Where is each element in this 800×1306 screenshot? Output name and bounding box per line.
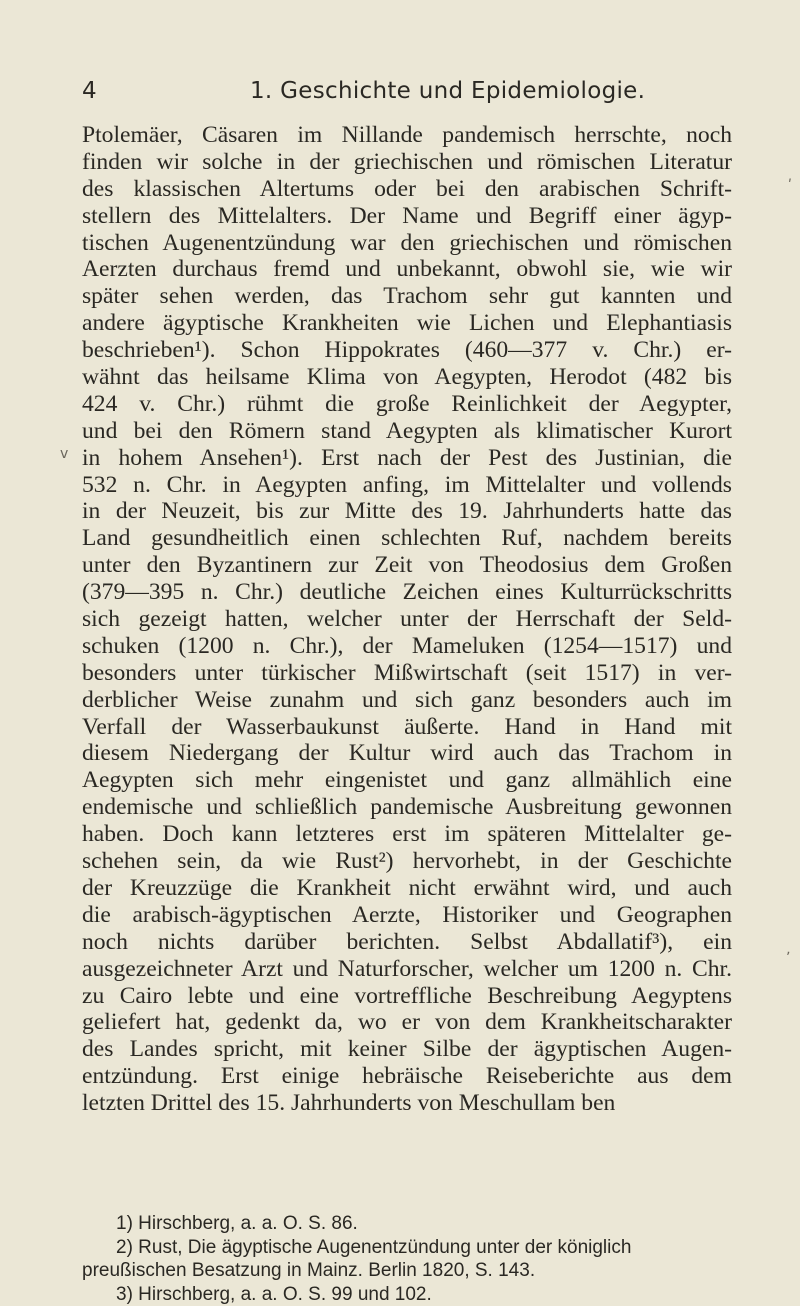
margin-mark: ʹ <box>788 178 792 194</box>
running-head <box>82 78 722 108</box>
text-line: tischen Augenentzündung war den griechischen und römischen <box>82 229 732 256</box>
text-line: sich gezeigt hatten, welcher unter der Herrschaft der Seld- <box>82 606 732 633</box>
text-line: letzten Drittel des 15. Jahrhunderts von Meschullam ben <box>82 1090 616 1117</box>
text-line: entzündung. Erst einige hebräische Reiseberichte aus dem <box>82 1063 732 1090</box>
text-line: endemische und schließlich pandemische Ausbreitung gewonnen <box>82 794 732 821</box>
body-text <box>82 122 732 1117</box>
text-line: Ptolemäer, Cäsaren im Nillande pandemisch herrschte, noch <box>82 122 732 148</box>
page-number: 4 <box>82 78 97 104</box>
text-line: Land gesundheitlich einen schlechten Ruf, nachdem bereits <box>82 525 732 552</box>
text-line: andere ägyptische Krankheiten wie Lichen und Elephantiasis <box>82 310 732 337</box>
text-line: später sehen werden, das Trachom sehr gut kannten und <box>82 283 732 310</box>
chapter-title: 1. Geschichte und Epidemiologie. <box>250 78 646 104</box>
text-line: derblicher Weise zunahm und sich ganz besonders auch im <box>82 686 732 713</box>
text-line: unter den Byzantinern zur Zeit von Theodosius dem Großen <box>82 552 732 579</box>
text-line: Verfall der Wasserbaukunst äußerte. Hand in Hand mit <box>82 713 732 740</box>
text-line: der Kreuzzüge die Krankheit nicht erwähnt wird, und auch <box>82 874 732 901</box>
text-line: des Landes spricht, mit keiner Silbe der ägyptischen Augen- <box>82 1036 732 1063</box>
text-line: schehen sein, da wie Rust²) hervorhebt, in der Geschichte <box>82 848 732 875</box>
text-line: zu Cairo lebte und eine vortreffliche Beschreibung Aegyptens <box>82 982 732 1009</box>
footnote-2: 2) Rust, Die ägyptische Augenentzündung unter der königlich <box>116 1236 632 1258</box>
text-line: des klassischen Altertums oder bei den arabischen Schrift- <box>82 175 732 202</box>
text-line: (379—395 n. Chr.) deutliche Zeichen eines Kulturrückschritts <box>82 579 732 606</box>
text-line: besonders unter türkischer Mißwirtschaft (seit 1517) in ver- <box>82 659 732 686</box>
text-line: 424 v. Chr.) rühmt die große Reinlichkeit der Aegypter, <box>82 390 732 417</box>
text-line: 532 n. Chr. in Aegypten anfing, im Mittelalter und vollends <box>82 471 732 498</box>
text-line: finden wir solche in der griechischen und römischen Literatur <box>82 148 732 175</box>
text-line: Aerzten durchaus fremd und unbekannt, obwohl sie, wie wir <box>82 256 732 283</box>
text-line: in der Neuzeit, bis zur Mitte des 19. Jahrhunderts hatte das <box>82 498 732 525</box>
text-line: haben. Doch kann letzteres erst im späteren Mittelalter ge- <box>82 821 732 848</box>
text-line: geliefert hat, gedenkt da, wo er von dem Krankheitscharakter <box>82 1009 732 1036</box>
text-line: die arabisch-ägyptischen Aerzte, Historiker und Geographen <box>82 901 732 928</box>
text-line: noch nichts darüber berichten. Selbst Abdallatif³), ein <box>82 928 732 955</box>
margin-mark: v <box>60 446 69 462</box>
text-line: wähnt das heilsame Klima von Aegypten, Herodot (482 bis <box>82 364 732 391</box>
footnote-2-continuation: preußischen Besatzung in Mainz. Berlin 1820, S. 143. <box>82 1260 536 1281</box>
footnote-3: 3) Hirschberg, a. a. O. S. 99 und 102. <box>116 1283 432 1305</box>
text-line: und bei den Römern stand Aegypten als klimatischer Kurort <box>82 417 732 444</box>
footnote-1: 1) Hirschberg, a. a. O. S. 86. <box>116 1213 358 1234</box>
margin-mark: ʼ <box>786 950 791 966</box>
text-line: schuken (1200 n. Chr.), der Mameluken (1254—1517) und <box>82 632 732 659</box>
text-line: stellern des Mittelalters. Der Name und Begriff einer ägyp- <box>82 202 732 229</box>
footnotes <box>82 1212 742 1306</box>
text-line: diesem Niedergang der Kultur wird auch das Trachom in <box>82 740 732 767</box>
text-line: ausgezeichneter Arzt und Naturforscher, welcher um 1200 n. Chr. <box>82 955 732 982</box>
text-line: Aegypten sich mehr eingenistet und ganz allmählich eine <box>82 767 732 794</box>
text-line: beschrieben¹). Schon Hippokrates (460—377 v. Chr.) er- <box>82 337 732 364</box>
text-line: in hohem Ansehen¹). Erst nach der Pest des Justinian, die <box>82 444 732 471</box>
